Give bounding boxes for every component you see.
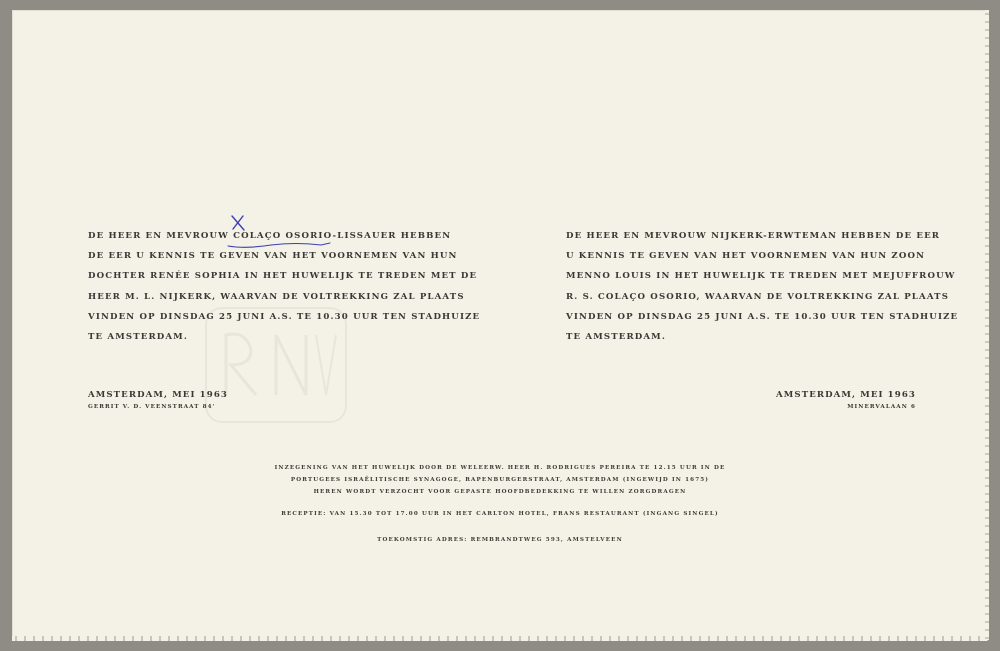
deckle-edge-right bbox=[985, 10, 989, 640]
announcement-line: DE HEER EN MEVROUW COLAÇO OSORIO-LISSAUER HEBBEN bbox=[88, 231, 452, 241]
announcement-line: U KENNIS TE GEVEN VAN HET VOORNEMEN VAN HUN ZOON bbox=[566, 251, 926, 262]
announcement-line: R. S. COLAÇO OSORIO, WAARVAN DE VOLTREKKING ZAL PLAATS bbox=[566, 291, 950, 302]
announcement-line: DE EER U KENNIS TE GEVEN VAN HET VOORNEMEN VAN HUN bbox=[88, 251, 458, 262]
handwritten-underline-mark bbox=[226, 240, 336, 250]
left-address: GERRIT V. D. VEENSTRAAT 84' bbox=[88, 404, 216, 410]
announcement-line: HEER M. L. NIJKERK, WAARVAN DE VOLTREKKING ZAL PLAATS bbox=[88, 291, 465, 302]
deckle-edge-bottom bbox=[12, 636, 988, 641]
ceremony-details bbox=[200, 463, 800, 547]
reception-line: RECEPTIE: VAN 15.30 TOT 17.00 UUR IN HET CARLTON HOTEL, FRANS RESTAURANT (INGANG SINGEL) bbox=[281, 511, 719, 518]
announcement-line: TE AMSTERDAM. bbox=[88, 332, 188, 343]
future-address-line: TOEKOMSTIG ADRES: REMBRANDTWEG 593, AMSTELVEEN bbox=[377, 537, 623, 544]
right-address: MINERVALAAN 6 bbox=[847, 404, 916, 410]
right-place-date: AMSTERDAM, MEI 1963 bbox=[776, 390, 916, 400]
announcement-line: MENNO LOUIS IN HET HUWELIJK TE TREDEN MET MEJUFFROUW bbox=[566, 271, 956, 282]
groom-family-announcement bbox=[566, 226, 959, 347]
announcement-line: VINDEN OP DINSDAG 25 JUNI A.S. TE 10.30 UUR TEN STADHUIZE bbox=[88, 311, 481, 322]
ceremony-line: INZEGENING VAN HET HUWELIJK DOOR DE WELEERW. HEER H. RODRIGUES PEREIRA TE 12.15 UUR IN DE bbox=[274, 465, 726, 471]
ceremony-line: PORTUGEES ISRAËLITISCHE SYNAGOGE, RAPENBURGERSTRAAT, AMSTERDAM (INGEWIJD IN 1675) bbox=[290, 476, 710, 483]
announcement-line: TE AMSTERDAM. bbox=[566, 332, 666, 343]
handwritten-cross-mark bbox=[230, 214, 246, 232]
announcement-line: DOCHTER RENÉE SOPHIA IN HET HUWELIJK TE TREDEN MET DE bbox=[88, 271, 478, 282]
ceremony-line: HEREN WORDT VERZOCHT VOOR GEPASTE HOOFDBEDEKKING TE WILLEN ZORGDRAGEN bbox=[313, 488, 687, 495]
announcement-line: DE HEER EN MEVROUW NIJKERK-ERWTEMAN HEBBEN DE EER bbox=[566, 231, 941, 241]
announcement-line: VINDEN OP DINSDAG 25 JUNI A.S. TE 10.30 UUR TEN STADHUIZE bbox=[566, 311, 959, 322]
left-place-date: AMSTERDAM, MEI 1963 bbox=[88, 390, 228, 400]
